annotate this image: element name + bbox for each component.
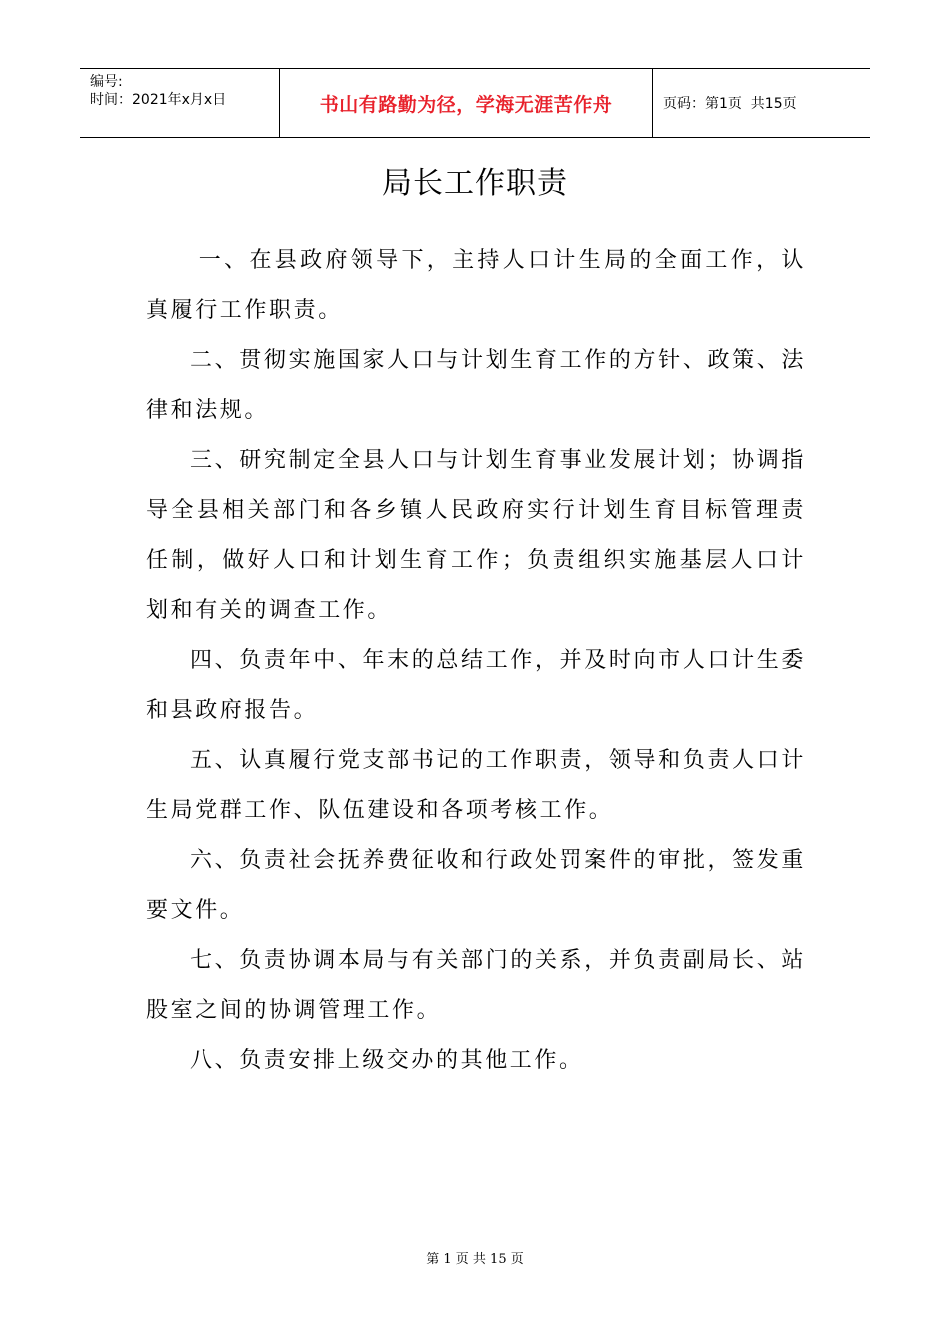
page-info-text: 页码：第1页 共15页: [663, 96, 797, 112]
paragraph-8: 八、负责安排上级交办的其他工作。: [190, 1048, 584, 1073]
header-page-info: [653, 69, 870, 137]
paragraph-2: 二、贯彻实施国家人口与计划生育工作的方针、政策、法律和法规。: [146, 348, 806, 423]
document-header: [80, 68, 870, 138]
paragraph-3: 三、研究制定全县人口与计划生育事业发展计划；协调指导全县相关部门和各乡镇人民政府实行计划生育目标管理责任制，做好人口和计划生育工作；负责组织实施基层人口计划和有关的调查工作。: [146, 448, 806, 623]
page-footer: 第 1 页 共 15 页: [426, 1252, 524, 1267]
document-title: 局长工作职责: [382, 166, 568, 201]
paragraph-6: 六、负责社会抚养费征收和行政处罚案件的审批，签发重要文件。: [146, 848, 806, 923]
document-body: [146, 236, 806, 1086]
paragraph-7: 七、负责协调本局与有关部门的关系，并负责副局长、站股室之间的协调管理工作。: [146, 948, 806, 1023]
header-meta: [80, 69, 280, 137]
time-label: 时间：2021年x月x日: [90, 92, 227, 108]
number-label: 编号:: [90, 74, 123, 90]
header-motto: 书山有路勤为径，学海无涯苦作舟: [280, 69, 653, 137]
paragraph-4: 四、负责年中、年末的总结工作，并及时向市人口计生委和县政府报告。: [146, 648, 806, 723]
paragraph-1: 一、在县政府领导下，主持人口计生局的全面工作，认真履行工作职责。: [146, 248, 806, 323]
paragraph-5: 五、认真履行党支部书记的工作职责，领导和负责人口计生局党群工作、队伍建设和各项考核工作。: [146, 748, 806, 823]
